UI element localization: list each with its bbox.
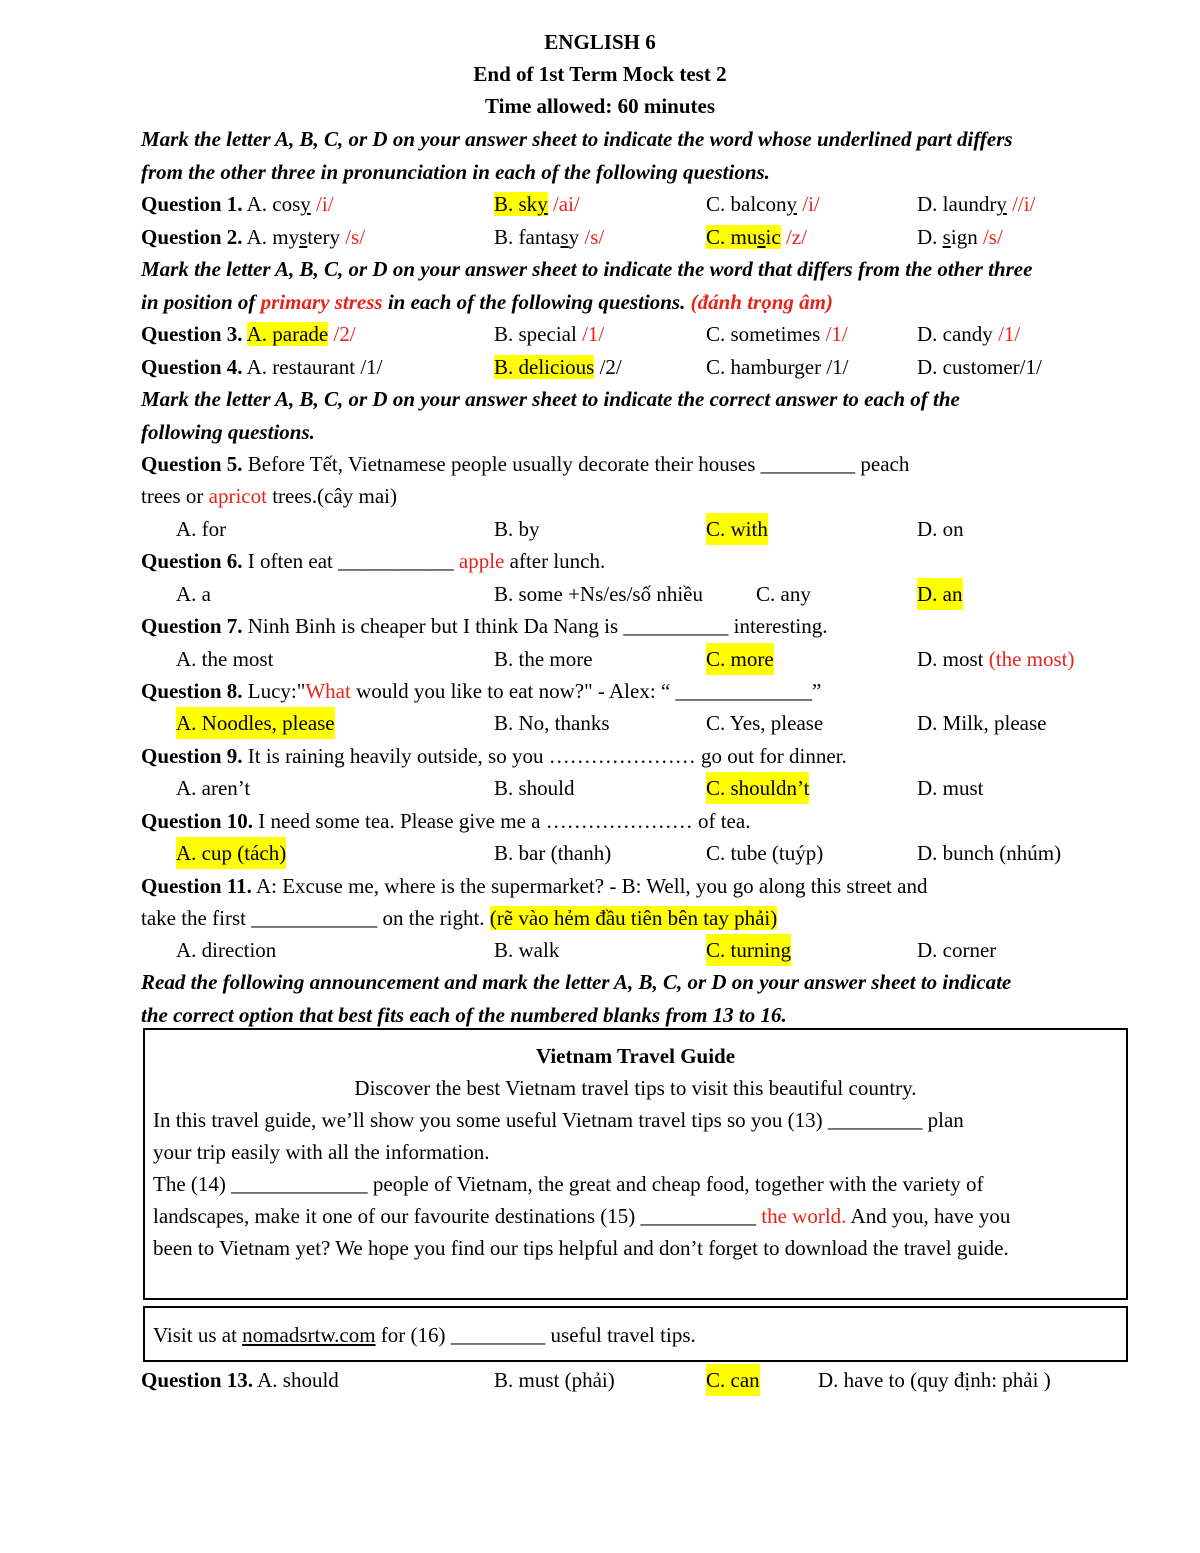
question-6-option-a: A. a <box>176 582 211 606</box>
question-10-option-d: D. bunch (nhúm) <box>917 841 1062 865</box>
question-11-text: Question 11. A: Excuse me, where is the supermarket? - B: Well, you go along this street and <box>141 874 928 898</box>
question-11-option-c: C. turning <box>706 934 791 966</box>
travel-guide-subtitle: Discover the best Vietnam travel tips to visit this beautiful country. <box>354 1076 917 1100</box>
instruction-correct-answer-line1: Mark the letter A, B, C, or D on your answer sheet to indicate the correct answer to each of the <box>141 387 960 411</box>
question-5-text-line2: trees or apricot trees.(cây mai) <box>141 484 397 508</box>
instruction-reading-line1: Read the following announcement and mark the letter A, B, C, or D on your answer sheet to indicate <box>141 970 1012 994</box>
question-1-option-d: D. laundry //i/ <box>917 192 1036 216</box>
question-11-option-a: A. direction <box>176 938 277 962</box>
question-10-option-b: B. bar (thanh) <box>494 841 612 865</box>
question-2-option-c: C. music /z/ <box>706 225 807 249</box>
question-4-option-b: B. delicious /2/ <box>494 355 622 379</box>
question-10-option-a: A. cup (tách) <box>176 837 286 869</box>
question-3-option-c: C. sometimes /1/ <box>706 322 848 346</box>
travel-guide-p1-line1: In this travel guide, we’ll show you some useful Vietnam travel tips so you (13) _________ plan <box>153 1108 964 1132</box>
question-2-label: Question 2. A. mystery /s/ <box>141 225 366 249</box>
question-11-option-d: D. corner <box>917 938 997 962</box>
subject-title: ENGLISH 6 <box>544 30 656 54</box>
question-8-text: Question 8. Lucy:"What would you like to eat now?" - Alex: “ _____________” <box>141 679 822 703</box>
question-2-option-b: B. fantasy /s/ <box>494 225 605 249</box>
question-11-text-line2: take the first ____________ on the right. (rẽ vào hẻm đầu tiên bên tay phải) <box>141 906 778 930</box>
question-9-option-d: D. must <box>917 776 984 800</box>
question-9-text: Question 9. It is raining heavily outside, so you ………………… go out for dinner. <box>141 744 847 768</box>
question-4-option-d: D. customer/1/ <box>917 355 1042 379</box>
question-9-option-c: C. shouldn’t <box>706 772 809 804</box>
travel-guide-p2-line1: The (14) _____________ people of Vietnam, the great and cheap food, together with the variety of <box>153 1172 984 1196</box>
question-3-label: Question 3. A. parade /2/ <box>141 322 356 346</box>
question-5-option-b: B. by <box>494 517 540 541</box>
question-9-option-a: A. aren’t <box>176 776 251 800</box>
question-6-text: Question 6. I often eat ___________ apple after lunch. <box>141 549 606 573</box>
time-allowed: Time allowed: 60 minutes <box>484 94 716 118</box>
question-6-option-c: C. any <box>756 582 811 606</box>
instruction-stress-line1: Mark the letter A, B, C, or D on your answer sheet to indicate the word that differs from the other three <box>141 257 1033 281</box>
question-7-text: Question 7. Ninh Binh is cheaper but I think Da Nang is __________ interesting. <box>141 614 828 638</box>
travel-guide-title: Vietnam Travel Guide <box>535 1044 736 1068</box>
instruction-stress-line2: in position of primary stress in each of the following questions. (đánh trọng âm) <box>141 290 833 314</box>
question-8-option-c: C. Yes, please <box>706 711 824 735</box>
travel-guide-p1-line2: your trip easily with all the information. <box>153 1140 490 1164</box>
travel-guide-p2-line2: landscapes, make it one of our favourite destinations (15) ___________ the world. And you, have you <box>153 1204 1011 1228</box>
travel-guide-box <box>143 1028 1128 1300</box>
question-8-option-a: A. Noodles, please <box>176 707 335 739</box>
question-1-option-b: B. sky /ai/ <box>494 192 580 216</box>
question-13-option-c: C. can <box>706 1364 760 1396</box>
question-1-label: Question 1. A. cosy /i/ <box>141 192 334 216</box>
question-13-option-b: B. must (phải) <box>494 1368 615 1392</box>
instruction-pronunciation-line1: Mark the letter A, B, C, or D on your answer sheet to indicate the word whose underlined part differs <box>141 127 1013 151</box>
question-7-option-b: B. the more <box>494 647 593 671</box>
question-9-option-b: B. should <box>494 776 575 800</box>
question-3-option-b: B. special /1/ <box>494 322 605 346</box>
question-5-option-c: C. with <box>706 513 768 545</box>
question-8-option-b: B. No, thanks <box>494 711 610 735</box>
question-13-option-d: D. have to (quy định: phải ) <box>818 1368 1051 1392</box>
question-6-option-d: D. an <box>917 578 963 610</box>
question-4-option-c: C. hamburger /1/ <box>706 355 849 379</box>
question-8-option-d: D. Milk, please <box>917 711 1047 735</box>
question-3-option-d: D. candy /1/ <box>917 322 1021 346</box>
instruction-reading-line2: the correct option that best fits each of the numbered blanks from 13 to 16. <box>141 1003 787 1027</box>
question-5-option-d: D. on <box>917 517 964 541</box>
question-6-option-b: B. some +Ns/es/số nhiều <box>494 582 704 606</box>
instruction-pronunciation-line2: from the other three in pronunciation in each of the following questions. <box>141 160 770 184</box>
question-7-option-c: C. more <box>706 643 774 675</box>
question-5-text: Question 5. Before Tết, Vietnamese people usually decorate their houses _________ peach <box>141 452 910 476</box>
question-10-text: Question 10. I need some tea. Please give me a ………………… of tea. <box>141 809 751 833</box>
question-4-label: Question 4. A. restaurant /1/ <box>141 355 383 379</box>
question-2-option-d: D. sign /s/ <box>917 225 1003 249</box>
question-13-label: Question 13. A. should <box>141 1368 339 1392</box>
travel-guide-p2-line3: been to Vietnam yet? We hope you find our tips helpful and don’t forget to download the travel guide. <box>153 1236 1009 1260</box>
visit-box <box>143 1306 1128 1362</box>
question-7-option-a: A. the most <box>176 647 274 671</box>
question-5-option-a: A. for <box>176 517 227 541</box>
question-1-option-c: C. balcony /i/ <box>706 192 820 216</box>
test-title: End of 1st Term Mock test 2 <box>473 62 727 86</box>
question-11-option-b: B. walk <box>494 938 560 962</box>
visit-link[interactable]: nomadsrtw.com <box>242 1323 376 1347</box>
visit-text: Visit us at nomadsrtw.com for (16) _________ useful travel tips. <box>153 1323 696 1347</box>
instruction-correct-answer-line2: following questions. <box>141 420 315 444</box>
question-10-option-c: C. tube (tuýp) <box>706 841 824 865</box>
question-7-option-d: D. most (the most) <box>917 647 1075 671</box>
